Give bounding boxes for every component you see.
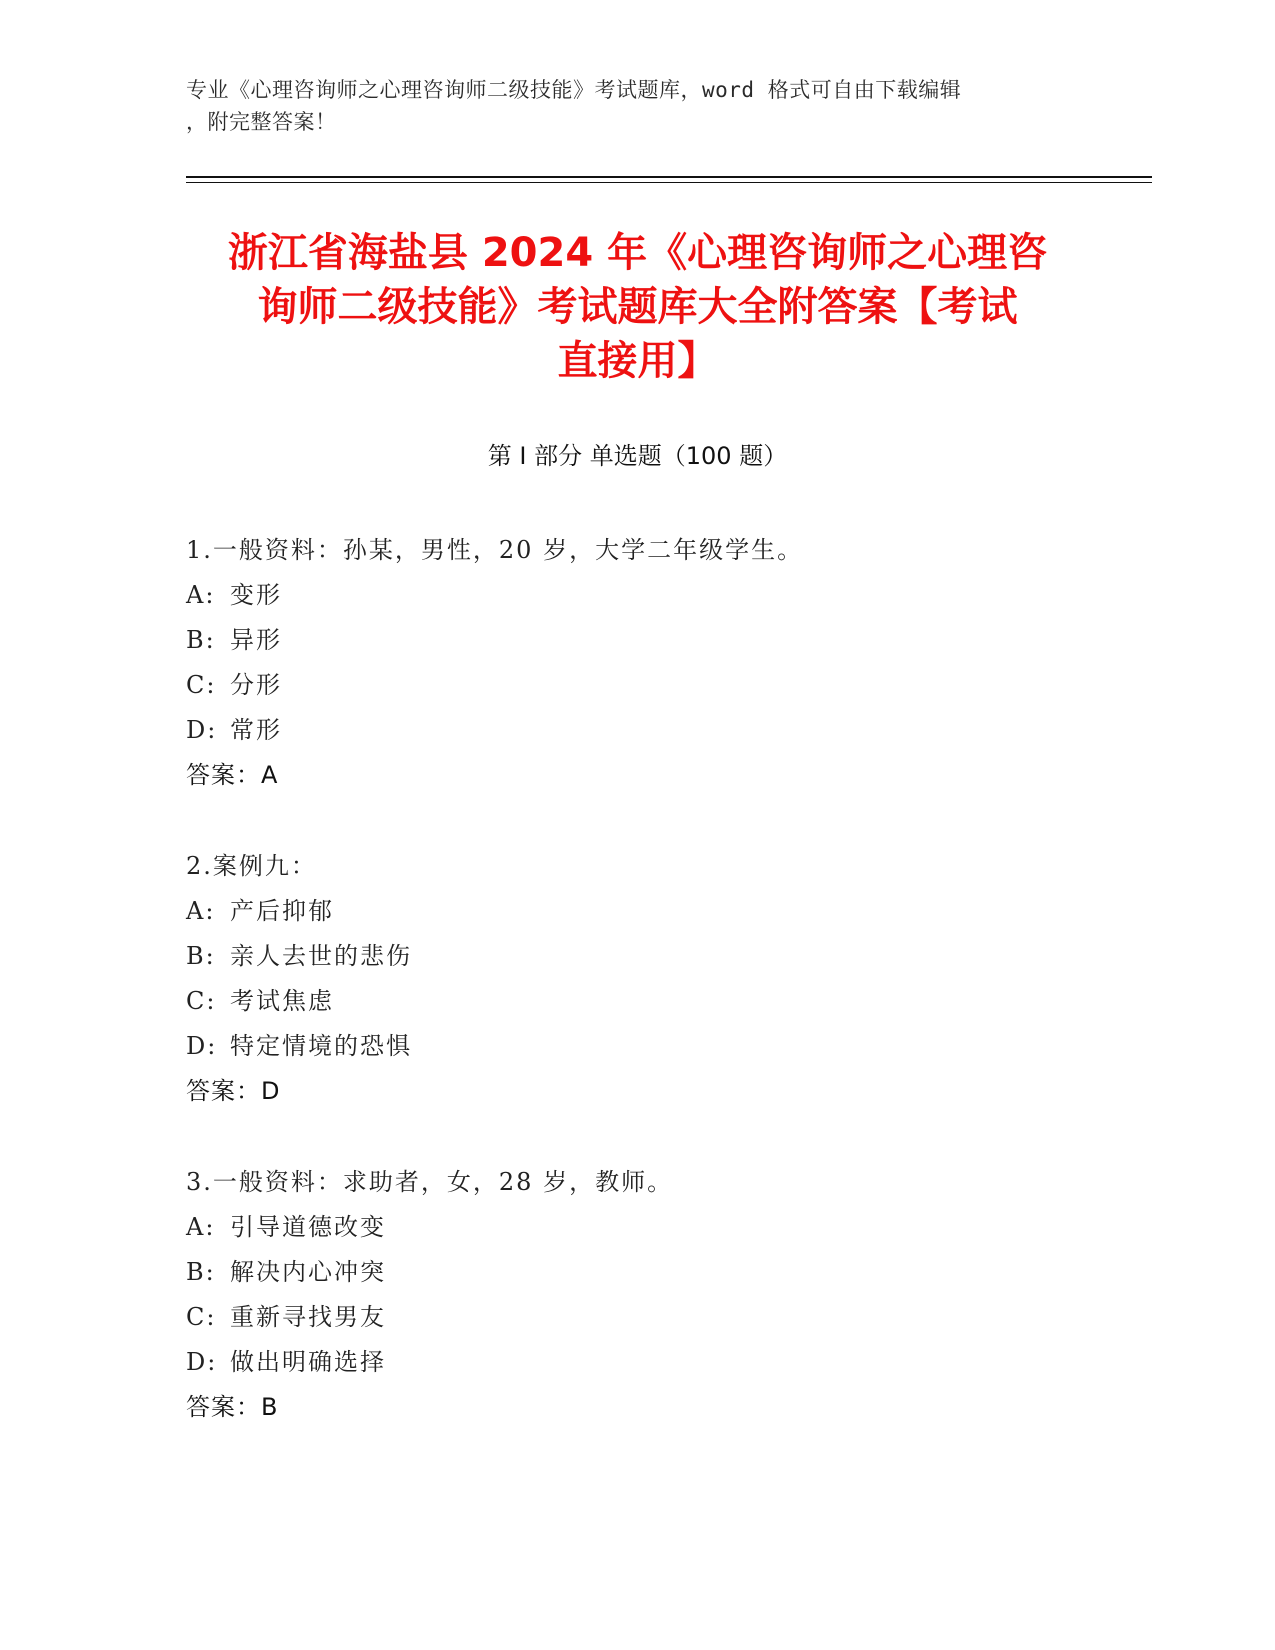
option-letter: B:: [186, 942, 216, 970]
question-stem: 2.案例九：: [186, 852, 317, 880]
question-1: [186, 528, 1146, 798]
option-letter: B:: [186, 1258, 216, 1286]
option-letter: D:: [186, 1032, 218, 1060]
option-letter: C:: [186, 1303, 217, 1331]
option-text: 引导道德改变: [230, 1213, 386, 1241]
question-stem: 3.一般资料：求助者，女，28 岁，教师。: [186, 1168, 674, 1196]
option-text: 变形: [230, 581, 282, 609]
option-b: [186, 618, 1146, 663]
header-note-line1: 专业《心理咨询师之心理咨询师二级技能》考试题库，word 格式可自由下载编辑: [186, 78, 962, 102]
answer-line: 答案：B: [186, 1393, 279, 1421]
option-text: 分形: [230, 671, 282, 699]
option-d: [186, 708, 1146, 753]
option-letter: D:: [186, 716, 218, 744]
header-note: [186, 74, 1086, 138]
section-heading: 第 I 部分 单选题（100 题）: [487, 442, 788, 470]
question-3: [186, 1160, 1146, 1430]
option-letter: C:: [186, 987, 217, 1015]
option-c: [186, 979, 1146, 1024]
option-text: 重新寻找男友: [230, 1303, 386, 1331]
option-letter: B:: [186, 626, 216, 654]
question-list: [186, 528, 1146, 1476]
question-2: [186, 844, 1146, 1114]
option-d: [186, 1024, 1146, 1069]
option-letter: D:: [186, 1348, 218, 1376]
option-letter: A:: [186, 897, 216, 925]
option-c: [186, 1295, 1146, 1340]
option-text: 异形: [230, 626, 282, 654]
option-text: 常形: [230, 716, 282, 744]
option-text: 考试焦虑: [230, 987, 334, 1015]
option-text: 做出明确选择: [230, 1348, 386, 1376]
option-a: [186, 1205, 1146, 1250]
option-a: [186, 573, 1146, 618]
option-text: 产后抑郁: [230, 897, 334, 925]
answer-line: 答案：D: [186, 1077, 281, 1105]
title-line2: 询师二级技能》考试题库大全附答案【考试: [257, 284, 1018, 330]
option-text: 亲人去世的悲伤: [230, 942, 412, 970]
option-b: [186, 934, 1146, 979]
document-title: [150, 226, 1125, 388]
option-letter: C:: [186, 671, 217, 699]
option-letter: A:: [186, 581, 216, 609]
option-d: [186, 1340, 1146, 1385]
question-stem: 1.一般资料：孙某，男性，20 岁，大学二年级学生。: [186, 536, 804, 564]
option-text: 特定情境的恐惧: [230, 1032, 412, 1060]
answer-line: 答案：A: [186, 761, 279, 789]
option-text: 解决内心冲突: [230, 1258, 386, 1286]
option-a: [186, 889, 1146, 934]
option-b: [186, 1250, 1146, 1295]
option-c: [186, 663, 1146, 708]
header-rule-thick: [186, 176, 1152, 178]
header-note-line2: ，附完整答案！: [186, 110, 337, 134]
option-letter: A:: [186, 1213, 216, 1241]
title-line1: 浙江省海盐县 2024 年《心理咨询师之心理咨: [227, 230, 1048, 276]
header-rule-thin: [186, 182, 1152, 183]
title-line3: 直接用】: [557, 338, 718, 384]
